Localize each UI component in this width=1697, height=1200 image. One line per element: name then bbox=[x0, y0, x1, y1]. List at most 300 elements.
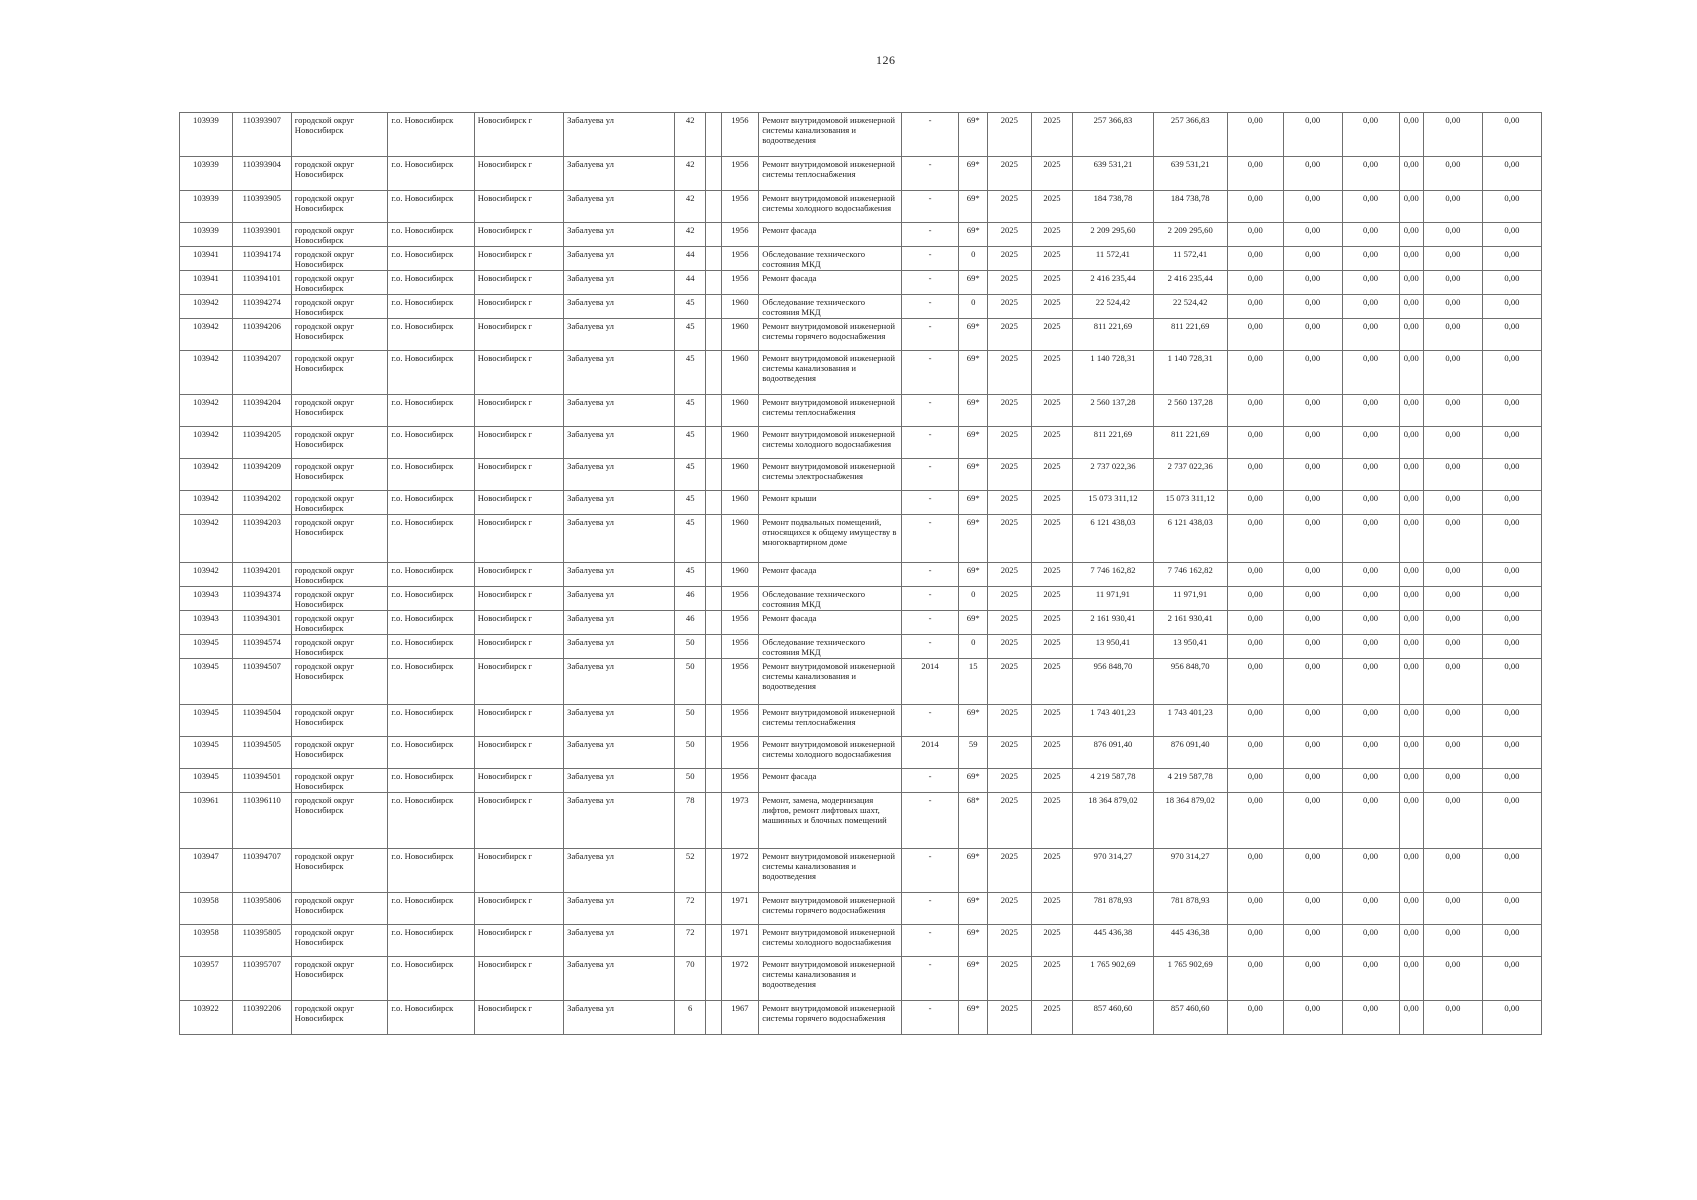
cell-wear-percent: 69* bbox=[959, 1001, 987, 1035]
cell-cost-fund: 857 460,60 bbox=[1153, 1001, 1227, 1035]
cell-plan-year-end: 2025 bbox=[1031, 793, 1073, 849]
cell-empty bbox=[706, 635, 721, 659]
cell-cost-fund: 11 971,91 bbox=[1153, 587, 1227, 611]
cell-zero-5: 0,00 bbox=[1423, 737, 1482, 769]
cell-zero-4: 0,00 bbox=[1399, 271, 1423, 295]
cell-zero-2: 0,00 bbox=[1283, 611, 1342, 635]
cell-plan-year-end: 2025 bbox=[1031, 395, 1073, 427]
cell-cost-fund: 956 848,70 bbox=[1153, 659, 1227, 705]
cell-cost-total: 811 221,69 bbox=[1073, 319, 1153, 351]
cell-district: г.о. Новосибирск bbox=[388, 659, 474, 705]
cell-municipality: городской округ Новосибирск bbox=[291, 957, 388, 1001]
cell-year-built: 1956 bbox=[721, 113, 759, 157]
cell-plan-year-end: 2025 bbox=[1031, 769, 1073, 793]
cell-plan-year-start: 2025 bbox=[987, 925, 1031, 957]
cell-zero-3: 0,00 bbox=[1342, 319, 1399, 351]
cell-start-year: - bbox=[901, 925, 959, 957]
cell-plan-year-end: 2025 bbox=[1031, 247, 1073, 271]
cell-zero-6: 0,00 bbox=[1482, 769, 1541, 793]
cell-street: Забалуева ул bbox=[564, 793, 675, 849]
cell-building-id: 103958 bbox=[180, 925, 233, 957]
cell-year-built: 1956 bbox=[721, 271, 759, 295]
cell-municipality: городской округ Новосибирск bbox=[291, 515, 388, 563]
cell-city: Новосибирск г bbox=[474, 319, 563, 351]
cell-cost-fund: 1 140 728,31 bbox=[1153, 351, 1227, 395]
cell-city: Новосибирск г bbox=[474, 563, 563, 587]
cell-start-year: - bbox=[901, 563, 959, 587]
cell-work-type: Ремонт внутридомовой инженерной системы электроснабжения bbox=[759, 459, 901, 491]
cell-plan-year-end: 2025 bbox=[1031, 157, 1073, 191]
cell-wear-percent: 69* bbox=[959, 849, 987, 893]
cell-municipality: городской округ Новосибирск bbox=[291, 563, 388, 587]
cell-work-code: 110394201 bbox=[232, 563, 291, 587]
cell-year-built: 1956 bbox=[721, 737, 759, 769]
cell-work-type: Ремонт фасада bbox=[759, 271, 901, 295]
cell-zero-3: 0,00 bbox=[1342, 793, 1399, 849]
cell-district: г.о. Новосибирск bbox=[388, 893, 474, 925]
cell-work-type: Обследование технического состояния МКД bbox=[759, 635, 901, 659]
cell-house-number: 50 bbox=[674, 737, 706, 769]
cell-cost-total: 956 848,70 bbox=[1073, 659, 1153, 705]
cell-city: Новосибирск г bbox=[474, 611, 563, 635]
cell-plan-year-start: 2025 bbox=[987, 659, 1031, 705]
cell-plan-year-end: 2025 bbox=[1031, 295, 1073, 319]
cell-year-built: 1960 bbox=[721, 459, 759, 491]
cell-start-year: - bbox=[901, 319, 959, 351]
cell-wear-percent: 69* bbox=[959, 319, 987, 351]
cell-zero-4: 0,00 bbox=[1399, 247, 1423, 271]
cell-cost-fund: 876 091,40 bbox=[1153, 737, 1227, 769]
cell-zero-2: 0,00 bbox=[1283, 737, 1342, 769]
cell-zero-4: 0,00 bbox=[1399, 351, 1423, 395]
cell-zero-3: 0,00 bbox=[1342, 427, 1399, 459]
cell-cost-total: 857 460,60 bbox=[1073, 1001, 1153, 1035]
cell-house-number: 42 bbox=[674, 191, 706, 223]
cell-building-id: 103941 bbox=[180, 247, 233, 271]
cell-city: Новосибирск г bbox=[474, 491, 563, 515]
cell-cost-fund: 2 161 930,41 bbox=[1153, 611, 1227, 635]
cell-plan-year-start: 2025 bbox=[987, 295, 1031, 319]
cell-city: Новосибирск г bbox=[474, 459, 563, 491]
cell-zero-4: 0,00 bbox=[1399, 191, 1423, 223]
cell-zero-5: 0,00 bbox=[1423, 459, 1482, 491]
cell-cost-fund: 2 416 235,44 bbox=[1153, 271, 1227, 295]
cell-district: г.о. Новосибирск bbox=[388, 737, 474, 769]
cell-year-built: 1956 bbox=[721, 705, 759, 737]
cell-plan-year-start: 2025 bbox=[987, 427, 1031, 459]
cell-plan-year-start: 2025 bbox=[987, 587, 1031, 611]
cell-cost-fund: 2 737 022,36 bbox=[1153, 459, 1227, 491]
cell-zero-5: 0,00 bbox=[1423, 957, 1482, 1001]
cell-zero-6: 0,00 bbox=[1482, 611, 1541, 635]
cell-zero-2: 0,00 bbox=[1283, 319, 1342, 351]
cell-building-id: 103939 bbox=[180, 157, 233, 191]
cell-street: Забалуева ул bbox=[564, 737, 675, 769]
cell-zero-5: 0,00 bbox=[1423, 1001, 1482, 1035]
cell-street: Забалуева ул bbox=[564, 705, 675, 737]
cell-zero-6: 0,00 bbox=[1482, 515, 1541, 563]
cell-plan-year-end: 2025 bbox=[1031, 223, 1073, 247]
cell-zero-5: 0,00 bbox=[1423, 319, 1482, 351]
cell-work-code: 110394206 bbox=[232, 319, 291, 351]
cell-zero-2: 0,00 bbox=[1283, 491, 1342, 515]
cell-district: г.о. Новосибирск bbox=[388, 769, 474, 793]
cell-cost-fund: 257 366,83 bbox=[1153, 113, 1227, 157]
cell-zero-5: 0,00 bbox=[1423, 295, 1482, 319]
cell-plan-year-start: 2025 bbox=[987, 191, 1031, 223]
cell-zero-6: 0,00 bbox=[1482, 319, 1541, 351]
cell-zero-6: 0,00 bbox=[1482, 223, 1541, 247]
cell-work-code: 110394707 bbox=[232, 849, 291, 893]
cell-zero-5: 0,00 bbox=[1423, 793, 1482, 849]
cell-cost-fund: 13 950,41 bbox=[1153, 635, 1227, 659]
cell-zero-3: 0,00 bbox=[1342, 659, 1399, 705]
cell-work-type: Ремонт внутридомовой инженерной системы холодного водоснабжения bbox=[759, 427, 901, 459]
cell-building-id: 103961 bbox=[180, 793, 233, 849]
cell-plan-year-start: 2025 bbox=[987, 793, 1031, 849]
cell-city: Новосибирск г bbox=[474, 737, 563, 769]
cell-zero-2: 0,00 bbox=[1283, 925, 1342, 957]
cell-start-year: - bbox=[901, 793, 959, 849]
cell-municipality: городской округ Новосибирск bbox=[291, 395, 388, 427]
cell-cost-fund: 11 572,41 bbox=[1153, 247, 1227, 271]
cell-zero-3: 0,00 bbox=[1342, 925, 1399, 957]
cell-plan-year-start: 2025 bbox=[987, 157, 1031, 191]
cell-district: г.о. Новосибирск bbox=[388, 295, 474, 319]
cell-empty bbox=[706, 459, 721, 491]
cell-zero-1: 0,00 bbox=[1227, 705, 1283, 737]
cell-zero-4: 0,00 bbox=[1399, 893, 1423, 925]
cell-district: г.о. Новосибирск bbox=[388, 793, 474, 849]
cell-wear-percent: 69* bbox=[959, 925, 987, 957]
cell-municipality: городской округ Новосибирск bbox=[291, 319, 388, 351]
cell-zero-1: 0,00 bbox=[1227, 635, 1283, 659]
table-row bbox=[180, 737, 1542, 769]
cell-zero-1: 0,00 bbox=[1227, 587, 1283, 611]
cell-street: Забалуева ул bbox=[564, 849, 675, 893]
cell-street: Забалуева ул bbox=[564, 587, 675, 611]
cell-year-built: 1972 bbox=[721, 849, 759, 893]
cell-start-year: - bbox=[901, 295, 959, 319]
cell-empty bbox=[706, 157, 721, 191]
cell-zero-4: 0,00 bbox=[1399, 705, 1423, 737]
cell-empty bbox=[706, 295, 721, 319]
cell-building-id: 103942 bbox=[180, 491, 233, 515]
cell-street: Забалуева ул bbox=[564, 957, 675, 1001]
cell-zero-5: 0,00 bbox=[1423, 769, 1482, 793]
cell-zero-2: 0,00 bbox=[1283, 1001, 1342, 1035]
cell-city: Новосибирск г bbox=[474, 395, 563, 427]
cell-street: Забалуева ул bbox=[564, 611, 675, 635]
cell-zero-6: 0,00 bbox=[1482, 659, 1541, 705]
cell-zero-4: 0,00 bbox=[1399, 793, 1423, 849]
cell-work-code: 110394574 bbox=[232, 635, 291, 659]
cell-zero-3: 0,00 bbox=[1342, 957, 1399, 1001]
cell-cost-total: 2 560 137,28 bbox=[1073, 395, 1153, 427]
cell-zero-4: 0,00 bbox=[1399, 849, 1423, 893]
cell-zero-6: 0,00 bbox=[1482, 491, 1541, 515]
table-row bbox=[180, 459, 1542, 491]
cell-zero-3: 0,00 bbox=[1342, 587, 1399, 611]
cell-work-type: Ремонт подвальных помещений, относящихся к общему имуществу в многоквартирном доме bbox=[759, 515, 901, 563]
cell-zero-6: 0,00 bbox=[1482, 957, 1541, 1001]
cell-street: Забалуева ул bbox=[564, 563, 675, 587]
cell-cost-total: 1 743 401,23 bbox=[1073, 705, 1153, 737]
table-row bbox=[180, 635, 1542, 659]
cell-wear-percent: 0 bbox=[959, 247, 987, 271]
cell-work-type: Обследование технического состояния МКД bbox=[759, 295, 901, 319]
cell-zero-5: 0,00 bbox=[1423, 491, 1482, 515]
cell-city: Новосибирск г bbox=[474, 893, 563, 925]
cell-plan-year-end: 2025 bbox=[1031, 319, 1073, 351]
cell-house-number: 45 bbox=[674, 515, 706, 563]
table-row bbox=[180, 113, 1542, 157]
cell-plan-year-end: 2025 bbox=[1031, 635, 1073, 659]
cell-plan-year-end: 2025 bbox=[1031, 611, 1073, 635]
cell-empty bbox=[706, 737, 721, 769]
cell-street: Забалуева ул bbox=[564, 769, 675, 793]
cell-zero-3: 0,00 bbox=[1342, 705, 1399, 737]
cell-year-built: 1960 bbox=[721, 427, 759, 459]
table-row bbox=[180, 893, 1542, 925]
cell-zero-3: 0,00 bbox=[1342, 459, 1399, 491]
cell-municipality: городской округ Новосибирск bbox=[291, 351, 388, 395]
cell-street: Забалуева ул bbox=[564, 191, 675, 223]
cell-street: Забалуева ул bbox=[564, 351, 675, 395]
cell-district: г.о. Новосибирск bbox=[388, 247, 474, 271]
cell-municipality: городской округ Новосибирск bbox=[291, 705, 388, 737]
cell-start-year: - bbox=[901, 769, 959, 793]
cell-work-type: Ремонт внутридомовой инженерной системы теплоснабжения bbox=[759, 157, 901, 191]
cell-building-id: 103922 bbox=[180, 1001, 233, 1035]
cell-street: Забалуева ул bbox=[564, 635, 675, 659]
cell-street: Забалуева ул bbox=[564, 491, 675, 515]
cell-district: г.о. Новосибирск bbox=[388, 319, 474, 351]
cell-work-type: Ремонт фасада bbox=[759, 769, 901, 793]
cell-city: Новосибирск г bbox=[474, 1001, 563, 1035]
cell-work-type: Ремонт фасада bbox=[759, 611, 901, 635]
cell-zero-4: 0,00 bbox=[1399, 319, 1423, 351]
cell-house-number: 50 bbox=[674, 769, 706, 793]
cell-building-id: 103945 bbox=[180, 659, 233, 705]
cell-cost-fund: 2 209 295,60 bbox=[1153, 223, 1227, 247]
cell-work-code: 110394209 bbox=[232, 459, 291, 491]
cell-start-year: - bbox=[901, 223, 959, 247]
table-row bbox=[180, 395, 1542, 427]
cell-year-built: 1972 bbox=[721, 957, 759, 1001]
cell-municipality: городской округ Новосибирск bbox=[291, 587, 388, 611]
cell-wear-percent: 0 bbox=[959, 635, 987, 659]
cell-start-year: - bbox=[901, 1001, 959, 1035]
cell-zero-3: 0,00 bbox=[1342, 247, 1399, 271]
cell-municipality: городской округ Новосибирск bbox=[291, 271, 388, 295]
cell-house-number: 45 bbox=[674, 295, 706, 319]
cell-work-code: 110394301 bbox=[232, 611, 291, 635]
cell-plan-year-start: 2025 bbox=[987, 351, 1031, 395]
cell-empty bbox=[706, 793, 721, 849]
cell-district: г.о. Новосибирск bbox=[388, 957, 474, 1001]
cell-start-year: - bbox=[901, 459, 959, 491]
cell-house-number: 72 bbox=[674, 925, 706, 957]
cell-empty bbox=[706, 893, 721, 925]
cell-zero-5: 0,00 bbox=[1423, 635, 1482, 659]
cell-district: г.о. Новосибирск bbox=[388, 271, 474, 295]
cell-work-code: 110394174 bbox=[232, 247, 291, 271]
cell-building-id: 103939 bbox=[180, 113, 233, 157]
cell-street: Забалуева ул bbox=[564, 157, 675, 191]
cell-plan-year-end: 2025 bbox=[1031, 191, 1073, 223]
cell-city: Новосибирск г bbox=[474, 587, 563, 611]
cell-plan-year-start: 2025 bbox=[987, 113, 1031, 157]
cell-building-id: 103942 bbox=[180, 563, 233, 587]
cell-municipality: городской округ Новосибирск bbox=[291, 1001, 388, 1035]
cell-building-id: 103942 bbox=[180, 295, 233, 319]
cell-zero-1: 0,00 bbox=[1227, 113, 1283, 157]
cell-start-year: - bbox=[901, 515, 959, 563]
cell-district: г.о. Новосибирск bbox=[388, 351, 474, 395]
cell-zero-6: 0,00 bbox=[1482, 459, 1541, 491]
cell-zero-3: 0,00 bbox=[1342, 611, 1399, 635]
cell-district: г.о. Новосибирск bbox=[388, 223, 474, 247]
cell-wear-percent: 69* bbox=[959, 271, 987, 295]
cell-zero-4: 0,00 bbox=[1399, 427, 1423, 459]
cell-start-year: - bbox=[901, 491, 959, 515]
cell-year-built: 1971 bbox=[721, 893, 759, 925]
cell-zero-2: 0,00 bbox=[1283, 563, 1342, 587]
page-number: 126 bbox=[876, 53, 896, 67]
cell-district: г.о. Новосибирск bbox=[388, 515, 474, 563]
cell-zero-4: 0,00 bbox=[1399, 659, 1423, 705]
cell-cost-fund: 184 738,78 bbox=[1153, 191, 1227, 223]
cell-building-id: 103958 bbox=[180, 893, 233, 925]
cell-work-code: 110394202 bbox=[232, 491, 291, 515]
cell-district: г.о. Новосибирск bbox=[388, 191, 474, 223]
cell-zero-1: 0,00 bbox=[1227, 893, 1283, 925]
table-row bbox=[180, 587, 1542, 611]
cell-zero-4: 0,00 bbox=[1399, 395, 1423, 427]
cell-city: Новосибирск г bbox=[474, 659, 563, 705]
cell-zero-5: 0,00 bbox=[1423, 515, 1482, 563]
cell-zero-2: 0,00 bbox=[1283, 635, 1342, 659]
cell-zero-3: 0,00 bbox=[1342, 223, 1399, 247]
cell-zero-1: 0,00 bbox=[1227, 351, 1283, 395]
cell-cost-total: 2 737 022,36 bbox=[1073, 459, 1153, 491]
cell-cost-fund: 639 531,21 bbox=[1153, 157, 1227, 191]
cell-work-code: 110394505 bbox=[232, 737, 291, 769]
cell-zero-5: 0,00 bbox=[1423, 611, 1482, 635]
cell-year-built: 1973 bbox=[721, 793, 759, 849]
cell-municipality: городской округ Новосибирск bbox=[291, 191, 388, 223]
cell-plan-year-start: 2025 bbox=[987, 223, 1031, 247]
cell-city: Новосибирск г bbox=[474, 515, 563, 563]
cell-start-year: - bbox=[901, 893, 959, 925]
cell-year-built: 1960 bbox=[721, 395, 759, 427]
cell-wear-percent: 69* bbox=[959, 191, 987, 223]
cell-zero-5: 0,00 bbox=[1423, 849, 1482, 893]
cell-zero-5: 0,00 bbox=[1423, 427, 1482, 459]
table-row bbox=[180, 491, 1542, 515]
cell-street: Забалуева ул bbox=[564, 247, 675, 271]
cell-municipality: городской округ Новосибирск bbox=[291, 295, 388, 319]
cell-empty bbox=[706, 223, 721, 247]
cell-start-year: - bbox=[901, 611, 959, 635]
cell-municipality: городской округ Новосибирск bbox=[291, 157, 388, 191]
cell-empty bbox=[706, 849, 721, 893]
table-row bbox=[180, 659, 1542, 705]
cell-zero-1: 0,00 bbox=[1227, 737, 1283, 769]
cell-zero-1: 0,00 bbox=[1227, 491, 1283, 515]
cell-plan-year-start: 2025 bbox=[987, 271, 1031, 295]
cell-zero-6: 0,00 bbox=[1482, 737, 1541, 769]
cell-work-type: Ремонт внутридомовой инженерной системы теплоснабжения bbox=[759, 395, 901, 427]
cell-year-built: 1956 bbox=[721, 247, 759, 271]
cell-street: Забалуева ул bbox=[564, 1001, 675, 1035]
cell-wear-percent: 69* bbox=[959, 705, 987, 737]
cell-wear-percent: 69* bbox=[959, 893, 987, 925]
cell-work-type: Ремонт фасада bbox=[759, 223, 901, 247]
cell-building-id: 103945 bbox=[180, 705, 233, 737]
cell-zero-5: 0,00 bbox=[1423, 113, 1482, 157]
cell-plan-year-start: 2025 bbox=[987, 705, 1031, 737]
cell-year-built: 1960 bbox=[721, 351, 759, 395]
cell-building-id: 103945 bbox=[180, 635, 233, 659]
cell-empty bbox=[706, 925, 721, 957]
cell-zero-4: 0,00 bbox=[1399, 957, 1423, 1001]
cell-zero-5: 0,00 bbox=[1423, 223, 1482, 247]
cell-work-type: Ремонт внутридомовой инженерной системы холодного водоснабжения bbox=[759, 925, 901, 957]
cell-house-number: 50 bbox=[674, 705, 706, 737]
cell-plan-year-end: 2025 bbox=[1031, 925, 1073, 957]
cell-municipality: городской округ Новосибирск bbox=[291, 659, 388, 705]
cell-zero-6: 0,00 bbox=[1482, 113, 1541, 157]
cell-cost-total: 2 209 295,60 bbox=[1073, 223, 1153, 247]
table-row bbox=[180, 611, 1542, 635]
cell-year-built: 1960 bbox=[721, 515, 759, 563]
cell-empty bbox=[706, 705, 721, 737]
cell-empty bbox=[706, 769, 721, 793]
cell-building-id: 103942 bbox=[180, 395, 233, 427]
cell-building-id: 103943 bbox=[180, 587, 233, 611]
cell-zero-2: 0,00 bbox=[1283, 849, 1342, 893]
cell-zero-6: 0,00 bbox=[1482, 587, 1541, 611]
cell-year-built: 1956 bbox=[721, 223, 759, 247]
cell-street: Забалуева ул bbox=[564, 395, 675, 427]
cell-empty bbox=[706, 427, 721, 459]
cell-work-type: Ремонт внутридомовой инженерной системы канализования и водоотведения bbox=[759, 351, 901, 395]
cell-zero-1: 0,00 bbox=[1227, 925, 1283, 957]
cell-work-type: Ремонт внутридомовой инженерной системы канализования и водоотведения bbox=[759, 659, 901, 705]
cell-work-type: Ремонт внутридомовой инженерной системы теплоснабжения bbox=[759, 705, 901, 737]
cell-zero-2: 0,00 bbox=[1283, 157, 1342, 191]
cell-work-type: Обследование технического состояния МКД bbox=[759, 587, 901, 611]
cell-zero-3: 0,00 bbox=[1342, 395, 1399, 427]
cell-zero-1: 0,00 bbox=[1227, 191, 1283, 223]
cell-building-id: 103939 bbox=[180, 191, 233, 223]
cell-work-type: Ремонт крыши bbox=[759, 491, 901, 515]
cell-zero-5: 0,00 bbox=[1423, 705, 1482, 737]
cell-cost-fund: 811 221,69 bbox=[1153, 427, 1227, 459]
cell-zero-5: 0,00 bbox=[1423, 247, 1482, 271]
cell-work-code: 110394101 bbox=[232, 271, 291, 295]
cell-municipality: городской округ Новосибирск bbox=[291, 459, 388, 491]
cell-plan-year-end: 2025 bbox=[1031, 515, 1073, 563]
cell-house-number: 45 bbox=[674, 427, 706, 459]
cell-wear-percent: 69* bbox=[959, 395, 987, 427]
cell-work-code: 110395805 bbox=[232, 925, 291, 957]
cell-work-code: 110393907 bbox=[232, 113, 291, 157]
cell-wear-percent: 69* bbox=[959, 157, 987, 191]
cell-house-number: 45 bbox=[674, 491, 706, 515]
